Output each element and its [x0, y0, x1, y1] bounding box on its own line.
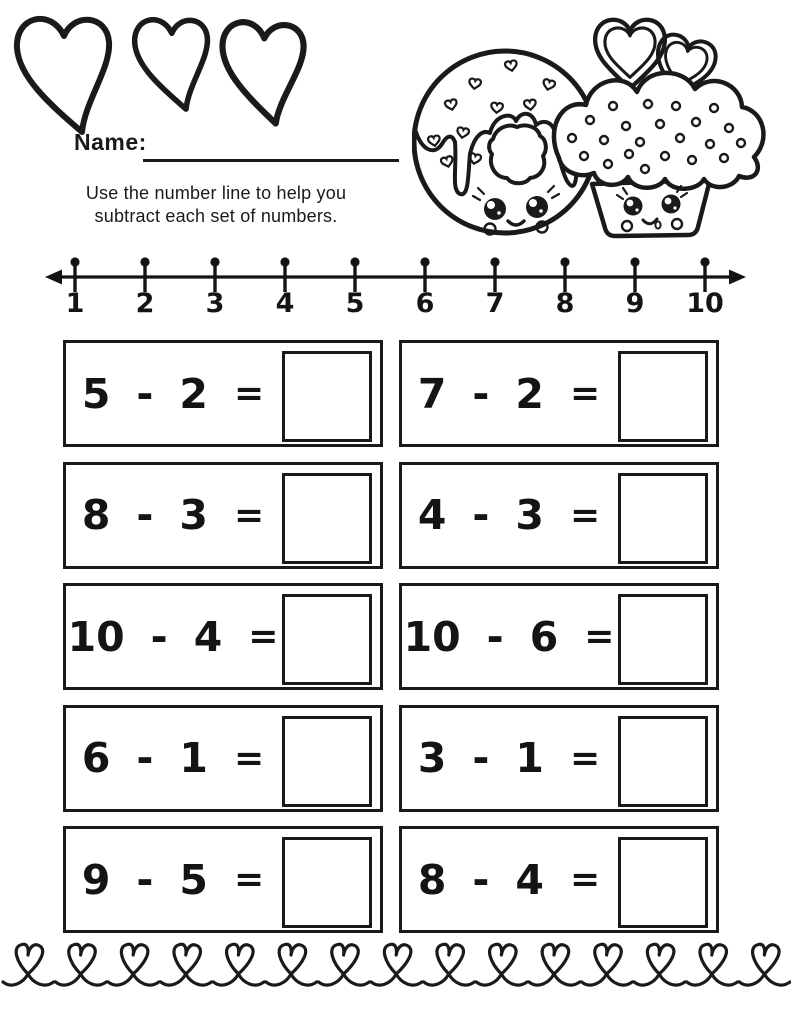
minus-sign: - — [472, 491, 490, 539]
instructions-text — [56, 182, 376, 228]
number-line — [0, 253, 791, 319]
minus-sign: - — [486, 612, 504, 661]
subtrahend: 4 — [515, 855, 544, 904]
tick-label: 5 — [345, 288, 365, 319]
minus-sign: - — [136, 369, 154, 418]
minus-sign: - — [472, 855, 490, 904]
equals-sign: = — [248, 616, 279, 657]
subtrahend: 4 — [193, 612, 223, 661]
subtrahend: 6 — [529, 612, 559, 661]
tick-label: 3 — [205, 288, 225, 319]
equals-sign: = — [569, 494, 601, 536]
answer-box[interactable] — [618, 473, 708, 564]
problem-card — [63, 705, 383, 812]
minus-sign: - — [136, 491, 154, 539]
minuend: 7 — [417, 369, 447, 418]
problem-card — [399, 340, 719, 447]
minuend: 3 — [417, 734, 447, 782]
name-input-line[interactable] — [143, 125, 399, 162]
equals-sign: = — [233, 737, 265, 779]
answer-box[interactable] — [618, 351, 708, 442]
tick-label: 10 — [686, 288, 724, 319]
subtrahend: 5 — [179, 855, 208, 904]
tick-label: 9 — [625, 288, 645, 319]
tick-labels — [66, 288, 724, 319]
problem-card — [399, 826, 719, 933]
minuend: 8 — [417, 855, 447, 904]
treats-illustration — [412, 8, 791, 255]
minuend: 10 — [403, 612, 461, 661]
equals-sign: = — [233, 494, 265, 536]
tick-label: 1 — [65, 288, 85, 319]
tick-label: 4 — [275, 288, 295, 319]
minuend: 5 — [81, 369, 111, 418]
problem-card — [399, 583, 719, 690]
minus-sign: - — [472, 734, 490, 782]
equals-sign: = — [569, 859, 601, 900]
tick-label: 2 — [135, 288, 155, 319]
heart-garland — [0, 936, 791, 998]
problems-grid — [63, 340, 735, 933]
tick-label: 7 — [485, 288, 505, 319]
minus-sign: - — [150, 612, 168, 661]
problem-card — [399, 462, 719, 569]
tick-label: 8 — [555, 288, 575, 319]
problem-card — [63, 826, 383, 933]
answer-box[interactable] — [618, 594, 708, 685]
equals-sign: = — [569, 737, 601, 779]
minuend: 10 — [67, 612, 125, 661]
minus-sign: - — [136, 734, 154, 782]
minuend: 9 — [81, 855, 111, 904]
tick-label: 6 — [415, 288, 435, 319]
subtrahend: 2 — [179, 369, 208, 418]
answer-box[interactable] — [618, 716, 708, 807]
subtrahend: 1 — [179, 734, 208, 782]
arrow-right-icon — [729, 270, 746, 285]
answer-box[interactable] — [282, 351, 372, 442]
tick-marks — [70, 257, 709, 292]
subtrahend: 3 — [515, 491, 544, 539]
subtrahend: 1 — [515, 734, 544, 782]
problem-card — [63, 340, 383, 447]
problem-card — [63, 583, 383, 690]
answer-box[interactable] — [282, 473, 372, 564]
instructions-line-2: subtract each set of numbers. — [94, 206, 338, 226]
heart-icon — [17, 19, 109, 132]
problem-card — [399, 705, 719, 812]
problem-card — [63, 462, 383, 569]
equals-sign: = — [233, 859, 265, 900]
name-label: Name: — [74, 129, 147, 155]
subtrahend: 2 — [515, 369, 544, 418]
minuend: 8 — [81, 491, 111, 539]
instructions-line-1: Use the number line to help you — [85, 183, 347, 203]
equals-sign: = — [569, 373, 601, 414]
answer-box[interactable] — [282, 837, 372, 928]
answer-box[interactable] — [618, 837, 708, 928]
equals-sign: = — [584, 616, 615, 657]
minuend: 4 — [417, 491, 447, 539]
heart-icon — [219, 21, 305, 125]
equals-sign: = — [233, 373, 265, 414]
answer-box[interactable] — [282, 716, 372, 807]
heart-icon — [135, 20, 208, 109]
arrow-left-icon — [45, 270, 62, 285]
answer-box[interactable] — [282, 594, 372, 685]
subtrahend: 3 — [179, 491, 208, 539]
minuend: 6 — [81, 734, 111, 782]
minus-sign: - — [472, 369, 490, 418]
minus-sign: - — [136, 855, 154, 904]
cupcake-illustration — [554, 20, 764, 236]
